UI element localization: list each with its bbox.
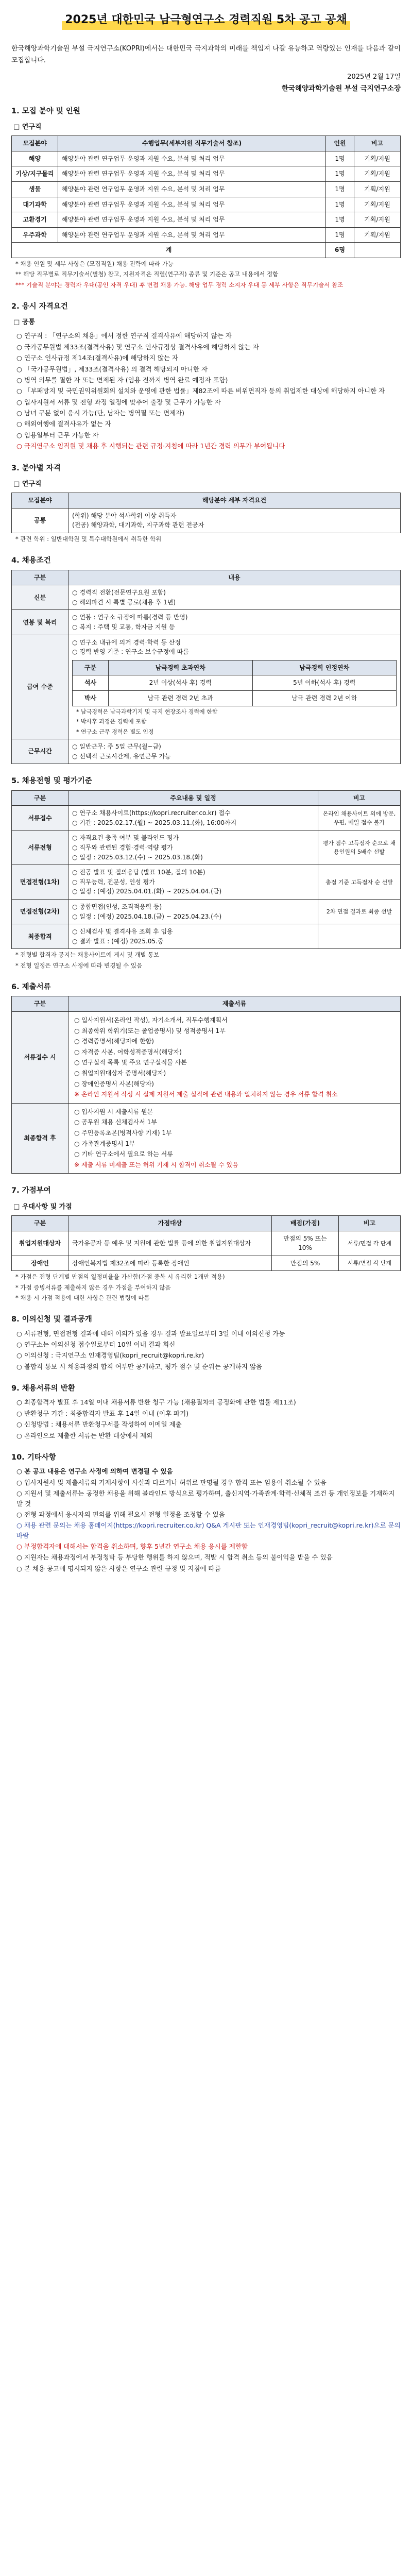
stage-label: 면접전형(1차) bbox=[12, 865, 68, 900]
position-count: 1명 bbox=[326, 227, 354, 243]
list-item: ○ 주민등록초본(병적사항 기재) 1부 bbox=[74, 1129, 172, 1137]
documents-label: 서류접수 시 bbox=[12, 1011, 68, 1103]
qualification-list bbox=[14, 331, 401, 451]
condition-label: 연봉 및 복리 bbox=[12, 610, 68, 635]
pay-cell: 2년 이상(석사 후) 경력 bbox=[109, 675, 253, 691]
documents-list bbox=[72, 1015, 397, 1099]
list-item: ○ 지원자는 채용과정에서 부정청탁 등 부당한 행위를 하지 않으며, 적발 시 합격 취소 등의 불이익을 받을 수 있음 bbox=[16, 1553, 333, 1562]
stage-remark: 평가 점수 고득점자 순으로 채용인원의 5배수 선발 bbox=[318, 831, 401, 865]
list-item: ○ 본 채용 공고에 명시되지 않은 사항은 연구소 관련 규정 및 지침에 따름 bbox=[16, 1564, 221, 1572]
header-count: 인원 bbox=[326, 136, 354, 151]
section-6-title: 6. 제출서류 bbox=[11, 982, 51, 991]
condition-value-cell bbox=[68, 635, 401, 739]
header-documents: 제출서류 bbox=[68, 996, 401, 1012]
table-row bbox=[12, 1256, 401, 1271]
table-row bbox=[12, 182, 401, 197]
stage-content: ○ 자격요건 충족 여부 및 블라인드 평가 ○ 직무와 관련된 경험·경력·역량 평가 ○ 일정 : 2025.03.12.(수) ~ 2025.03.18.(화) bbox=[68, 831, 318, 865]
condition-value: ○ 연구소 내규에 의거 경력·학력 등 산정 ○ 경력 반영 기준 : 연구소 보수규정에 따름 bbox=[72, 638, 189, 656]
table-row bbox=[12, 1231, 401, 1256]
list-item: ○ 최종학위 학위기(또는 졸업증명서) 및 성적증명서 1부 bbox=[74, 1027, 226, 1035]
intro-paragraph: 한국해양과학기술원 부설 극지연구소(KOPRI)에서는 대한민국 극지과학의 미래를 책임져 나갈 유능하고 역량있는 인재를 다음과 같이 모집합니다. bbox=[11, 45, 401, 64]
section-5-note: * 전형 일정은 연구소 사정에 따라 변경될 수 있음 bbox=[15, 961, 143, 969]
total-row bbox=[12, 243, 401, 258]
list-item: ○ 서류전형, 면접전형 결과에 대해 이의가 있을 경우 결과 발표일로부터 3일 이내 이의신청 가능 bbox=[16, 1329, 285, 1337]
list-item: ○ 해외여행에 결격사유가 없는 자 bbox=[16, 420, 111, 428]
bonus-cell: 만점의 5% bbox=[272, 1256, 339, 1271]
header-note: 비고 bbox=[354, 136, 401, 151]
table-row bbox=[12, 1103, 401, 1174]
table-row bbox=[12, 924, 401, 949]
table-row bbox=[12, 166, 401, 182]
field-requirements-table bbox=[11, 493, 401, 533]
list-item: ○ 연구소 인사규정 제14조(결격사유)에 해당하지 않는 자 bbox=[16, 354, 178, 362]
section-7-note: * 채용 시 가점 적용에 대한 사항은 관련 법령에 따름 bbox=[15, 1294, 150, 1301]
list-item: ○ 기타 연구소에서 필요로 하는 서류 bbox=[74, 1150, 173, 1158]
stage-label: 서류전형 bbox=[12, 831, 68, 865]
list-item: ○ 국가공무원법 제33조(결격사유) 및 연구소 인사규정상 결격사유에 해당하지 않는 자 bbox=[16, 343, 259, 351]
position-count: 1명 bbox=[326, 151, 354, 166]
table-row bbox=[12, 212, 401, 228]
documents-table bbox=[11, 996, 401, 1174]
documents-list bbox=[72, 1107, 397, 1170]
condition-value: ○ 일반근무: 주 5일 근무(월~금) ○ 선택적 근로시간제, 유연근무 가능 bbox=[68, 739, 401, 764]
stage-label: 면접전형(2차) bbox=[12, 900, 68, 924]
title-box bbox=[11, 10, 401, 30]
position-count: 1명 bbox=[326, 197, 354, 212]
position-duty: 해양분야 관련 연구업무 운영과 지원 수요, 분석 및 처리 업무 bbox=[58, 166, 326, 182]
table-row bbox=[73, 675, 397, 691]
condition-value: ○ 경력직 전환(전문연구요원 포함) ○ 해외파견 시 특별 공로(채용 후 1년) bbox=[68, 585, 401, 610]
header-duty: 수행업무(세부지원 직무기술서 참조) bbox=[58, 136, 326, 151]
position-field: 고환경기 bbox=[12, 212, 58, 228]
section-1-note: * 채용 인원 및 세부 사항은 (모집직원) 채용 전략에 따라 가능 bbox=[15, 260, 174, 268]
list-item: ○ 자격증 사본, 어학성적증명서(해당자) bbox=[74, 1048, 182, 1056]
pay-cell: 남극 관련 경력 2년 초과 bbox=[109, 690, 253, 706]
table-row bbox=[12, 635, 401, 739]
section-4-title: 4. 채용조건 bbox=[11, 556, 51, 565]
position-count: 1명 bbox=[326, 212, 354, 228]
appeal-list bbox=[14, 1329, 401, 1372]
stage-remark: 온라인 채용사이트 외에 방문, 우편, 메일 접수 불가 bbox=[318, 806, 401, 831]
section-3-title: 3. 분야별 자격 bbox=[11, 464, 61, 472]
table-row bbox=[12, 508, 401, 533]
table-row bbox=[12, 739, 401, 764]
documents-cell bbox=[68, 1103, 401, 1174]
documents-cell bbox=[68, 1011, 401, 1103]
position-count: 1명 bbox=[326, 182, 354, 197]
list-item: ○ 취업지원대상자 증명서(해당자) bbox=[74, 1069, 166, 1077]
bonus-cell: 장애인 bbox=[12, 1256, 68, 1271]
documents-label: 최종합격 후 bbox=[12, 1103, 68, 1174]
stage-remark bbox=[318, 924, 401, 949]
position-note: 기획/지원 bbox=[354, 212, 401, 228]
pay-header: 구분 bbox=[73, 660, 109, 675]
selection-process-table bbox=[11, 790, 401, 950]
section-1-subtitle: □ 연구직 bbox=[13, 123, 42, 131]
condition-label: 급여 수준 bbox=[12, 635, 68, 739]
pay-note: * 박사후 과정은 경력에 포함 bbox=[76, 718, 147, 725]
pay-cell: 박사 bbox=[73, 690, 109, 706]
position-duty: 해양분야 관련 연구업무 운영과 지원 수요, 분석 및 처리 업무 bbox=[58, 151, 326, 166]
header-field: 모집분야 bbox=[12, 493, 68, 509]
position-note: 기획/지원 bbox=[354, 197, 401, 212]
list-item-emphasis: ○ 극지연구소 임직원 및 채용 후 시행되는 관련 규정·지침에 따라 1년간 경력 의무가 부여됩니다 bbox=[16, 442, 285, 450]
bonus-points-table bbox=[11, 1215, 401, 1271]
condition-value: ○ 연봉 : 연구소 규정에 따름(경력 등 반영) ○ 복지 : 주택 및 교통, 학자금 지원 등 bbox=[68, 610, 401, 635]
position-duty: 해양분야 관련 연구업무 운영과 지원 수요, 분석 및 처리 업무 bbox=[58, 227, 326, 243]
table-row bbox=[12, 900, 401, 924]
pay-note: * 연구소 근무 경력은 별도 인정 bbox=[76, 728, 154, 735]
pay-table bbox=[72, 660, 397, 706]
list-item: ○ 입사지원서(온라인 작성), 자기소개서, 직무수행계획서 bbox=[74, 1016, 228, 1024]
section-2-title: 2. 응시 자격요건 bbox=[11, 302, 68, 311]
stage-content: ○ 연구소 채용사이트(https://kopri.recruiter.co.kr) 접수 ○ 기간 : 2025.02.17.(월) ~ 2025.03.11.(화), 16:00까지 bbox=[68, 806, 318, 831]
list-item: ○ 「부패방지 및 국민권익위원회의 설치와 운영에 관한 법률」제82조에 따른 비위면직자 등의 취업제한 대상에 해당하지 아니한 자 bbox=[16, 387, 385, 395]
list-item: ○ 임용일부터 근무 가능한 자 bbox=[16, 431, 99, 439]
position-note: 기획/지원 bbox=[354, 166, 401, 182]
list-item: ○ 전형 과정에서 응시자의 편의를 위해 필요시 전형 일정을 조정할 수 있음 bbox=[16, 1510, 225, 1518]
list-item: ○ 최종합격자 발표 후 14일 이내 채용서류 반환 청구 가능 (채용절차의 공정화에 관한 법률 제11조) bbox=[16, 1398, 296, 1406]
stage-content: ○ 종합면접(인성, 조직적응력 등) ○ 일정 : (예정) 2025.04.18.(금) ~ 2025.04.23.(수) bbox=[68, 900, 318, 924]
list-item: ○ 남녀 구분 없이 응시 가능(단, 남자는 병역필 또는 면제자) bbox=[16, 409, 185, 417]
section-7-note: * 가점은 전형 단계별 만점의 일정비율을 가산함(가점 중복 시 유리한 1개만 적용) bbox=[15, 1273, 225, 1281]
list-item: ○ 입사지원서 및 제출서류의 기재사항이 사실과 다르거나 허위로 판명될 경우 합격 또는 임용이 취소될 수 있음 bbox=[16, 1478, 327, 1486]
list-item: ○ 입사지원 시 제출서류 원본 bbox=[74, 1108, 153, 1115]
misc-list bbox=[14, 1466, 401, 1573]
section-3-subtitle: □ 연구직 bbox=[13, 480, 42, 488]
list-item: ○ 본 공고 내용은 연구소 사정에 의하여 변경될 수 있음 bbox=[16, 1467, 173, 1476]
list-item: ○ 반환청구 기간 : 최종합격자 발표 후 14일 이내 (이후 파기) bbox=[16, 1409, 189, 1417]
section-7-note: * 가점 증빙서류를 제출하지 않은 경우 가점을 부여하지 않음 bbox=[15, 1283, 171, 1291]
table-row bbox=[12, 1011, 401, 1103]
position-field: 기상/지구물리 bbox=[12, 166, 58, 182]
document-return-list bbox=[14, 1397, 401, 1440]
header-requirement: 해당분야 세부 자격요건 bbox=[68, 493, 401, 509]
pay-cell: 5년 이하(석사 후) 경력 bbox=[252, 675, 397, 691]
pay-cell: 석사 bbox=[73, 675, 109, 691]
section-7-subtitle: □ 우대사항 및 가점 bbox=[13, 1202, 72, 1211]
section-2-subtitle: □ 공통 bbox=[13, 318, 35, 327]
position-duty: 해양분야 관련 연구업무 운영과 지원 수요, 분석 및 처리 업무 bbox=[58, 182, 326, 197]
position-count: 1명 bbox=[326, 166, 354, 182]
header-remark: 비고 bbox=[318, 790, 401, 806]
list-item: ○ 연구실적 목록 및 주요 연구실적물 사본 bbox=[74, 1059, 187, 1066]
table-row bbox=[73, 690, 397, 706]
position-field: 해양 bbox=[12, 151, 58, 166]
conditions-table bbox=[11, 570, 401, 765]
header-category: 구분 bbox=[12, 996, 68, 1012]
list-item: ○ 불합격 통보 시 채용과정의 합격 여부만 공개하고, 평가 점수 및 순위는 공개하지 않음 bbox=[16, 1362, 263, 1370]
list-item: ○ 병역 의무를 필한 자 또는 면제된 자 (임용 전까지 병역 완료 예정자 포함) bbox=[16, 376, 228, 384]
pay-header: 남극경력 인정연차 bbox=[252, 660, 397, 675]
list-item: ○ 경력증명서(해당자에 한함) bbox=[74, 1038, 154, 1045]
stage-content: ○ 신체검사 및 결격사유 조회 후 임용 ○ 결과 발표 : (예정) 2025.05.중 bbox=[68, 924, 318, 949]
section-1-note: *** 기술직 분야는 경력자 우대(공인 자격 우대) 후 면접 채용 가능. 해당 업무 경력 소지자 우대 등 세부 사항은 직무기술서 참조 bbox=[15, 281, 344, 289]
bonus-cell: 서류/면접 각 단계 bbox=[339, 1231, 401, 1256]
bonus-cell: 장애인복지법 제32조에 따라 등록한 장애인 bbox=[68, 1256, 272, 1271]
section-10-title: 10. 기타사항 bbox=[11, 1453, 56, 1462]
section-9-title: 9. 채용서류의 반환 bbox=[11, 1384, 75, 1393]
requirement-detail: (학위) 해당 분야 석사학위 이상 취득자 (전공) 해양과학, 대기과학, 지구과학 관련 전공자 bbox=[68, 508, 401, 533]
list-item: ○ 공무원 채용 신체검사서 1부 bbox=[74, 1118, 157, 1126]
header-stage: 구분 bbox=[12, 790, 68, 806]
bonus-cell: 취업지원대상자 bbox=[12, 1231, 68, 1256]
bonus-cell: 서류/면접 각 단계 bbox=[339, 1256, 401, 1271]
table-row bbox=[12, 585, 401, 610]
documents-warning: ※ 제출 서류 미제출 또는 허위 기재 시 합격이 취소될 수 있음 bbox=[74, 1161, 238, 1168]
list-item: ○ 장애인증명서 사본(해당자) bbox=[74, 1080, 154, 1088]
list-item: ○ 신청방법 : 채용서류 반환청구서를 작성하여 이메일 제출 bbox=[16, 1420, 182, 1429]
notice-date: 2025년 2월 17일 bbox=[347, 73, 401, 81]
header-content: 주요내용 및 일정 bbox=[68, 790, 318, 806]
documents-warning: ※ 온라인 지원서 작성 시 실제 지원서 제출 실적에 관련 내용과 일치하지 않는 경우 서류 합격 취소 bbox=[74, 1091, 338, 1098]
stage-label: 서류접수 bbox=[12, 806, 68, 831]
list-item: ○ 채용 관련 문의는 채용 홈페이지(https://kopri.recruiter.co.kr) Q&A 게시판 또는 인재경영팀(kopri_recruit@kopri.re.kr)으로 문의 바람 bbox=[16, 1521, 401, 1539]
position-note: 기획/지원 bbox=[354, 227, 401, 243]
position-note: 기획/지원 bbox=[354, 151, 401, 166]
total-label: 계 bbox=[12, 243, 326, 258]
header-category: 구분 bbox=[12, 1215, 68, 1231]
header-target: 가점대상 bbox=[68, 1215, 272, 1231]
table-row bbox=[12, 151, 401, 166]
page-title: 2025년 대한민국 남극형연구소 경력직원 5차 공고 공채 bbox=[62, 10, 350, 30]
list-item: ○ 가족관계증명서 1부 bbox=[74, 1140, 135, 1147]
list-item: ○ 이의신청 : 극지연구소 인재경영팀(kopri_recruit@kopri.re.kr) bbox=[16, 1351, 204, 1360]
section-1-title: 1. 모집 분야 및 인원 bbox=[11, 107, 80, 115]
position-duty: 해양분야 관련 연구업무 운영과 지원 수요, 분석 및 처리 업무 bbox=[58, 212, 326, 228]
header-content: 내용 bbox=[68, 570, 401, 585]
position-field: 대기과학 bbox=[12, 197, 58, 212]
section-1-note: ** 해당 직무별로 직무기술서(별첨) 참고, 지원자격은 직렬(연구직) 종류 및 기준은 공고 내용에서 정함 bbox=[15, 270, 279, 278]
list-item: ○ 지원서 및 제출서류는 공정한 채용을 위해 블라인드 방식으로 평가하며, 출신지역·가족관계·학력·신체적 조건 등 개인정보를 기재하지 말 것 bbox=[16, 1489, 395, 1507]
issuing-organization: 한국해양과학기술원 부설 극지연구소장 bbox=[281, 84, 401, 93]
pay-note: * 남극경력은 남극과학기지 및 극지 현장조사 경력에 한함 bbox=[76, 708, 218, 715]
position-field: 우주과학 bbox=[12, 227, 58, 243]
bonus-cell: 만점의 5% 또는 10% bbox=[272, 1231, 339, 1256]
header-category: 구분 bbox=[12, 570, 68, 585]
table-row bbox=[12, 227, 401, 243]
table-row bbox=[12, 806, 401, 831]
total-count: 6명 bbox=[326, 243, 354, 258]
pay-cell: 남극 관련 경력 2년 이하 bbox=[252, 690, 397, 706]
bonus-cell: 국가유공자 등 예우 및 지원에 관한 법률 등에 의한 취업지원대상자 bbox=[68, 1231, 272, 1256]
table-row bbox=[12, 197, 401, 212]
section-7-title: 7. 가점부여 bbox=[11, 1187, 51, 1195]
pay-header: 남극경력 초과연차 bbox=[109, 660, 253, 675]
condition-label: 근무시간 bbox=[12, 739, 68, 764]
table-row bbox=[12, 865, 401, 900]
list-item: ○ 연구직 : 「연구소의 채용」에서 정한 연구직 결격사유에 해당하지 않는 자 bbox=[16, 332, 232, 340]
position-note: 기획/지원 bbox=[354, 182, 401, 197]
list-item: ○ 온라인으로 제출한 서류는 반환 대상에서 제외 bbox=[16, 1431, 153, 1439]
list-item: ○ 「국가공무원법」, 제33조(결격사유) 의 결격 해당되지 아니한 자 bbox=[16, 365, 208, 373]
requirement-field: 공통 bbox=[12, 508, 68, 533]
table-row bbox=[12, 610, 401, 635]
list-item: ○ 부정합격자에 대해서는 합격을 취소하며, 향후 5년간 연구소 채용 응시를 제한함 bbox=[16, 1543, 248, 1551]
list-item: ○ 연구소는 이의신청 접수일로부터 10일 이내 결과 회신 bbox=[16, 1340, 176, 1348]
positions-table bbox=[11, 135, 401, 258]
condition-label: 신분 bbox=[12, 585, 68, 610]
section-8-title: 8. 이의신청 및 결과공개 bbox=[11, 1315, 92, 1324]
stage-remark: 총점 기준 고득점자 순 선발 bbox=[318, 865, 401, 900]
position-field: 생물 bbox=[12, 182, 58, 197]
section-3-note: * 관련 학위 : 일반대학원 및 특수대학원에서 취득한 학위 bbox=[15, 535, 162, 543]
list-item: ○ 입사지원서 서류 및 전형 과정 일정에 맞추어 출장 및 근무가 가능한 자 bbox=[16, 398, 221, 406]
header-points: 배점(가점) bbox=[272, 1215, 339, 1231]
stage-content: ○ 전공 발표 및 질의응답 (발표 10분, 질의 10분) ○ 직무능력, 전문성, 인성 평가 ○ 일정 : (예정) 2025.04.01.(화) ~ 2025.04.04.(금) bbox=[68, 865, 318, 900]
header-remark: 비고 bbox=[339, 1215, 401, 1231]
header-field: 모집분야 bbox=[12, 136, 58, 151]
position-duty: 해양분야 관련 연구업무 운영과 지원 수요, 분석 및 처리 업무 bbox=[58, 197, 326, 212]
table-row bbox=[12, 831, 401, 865]
section-5-note: * 전형별 합격자 공지는 채용사이트에 게시 및 개별 통보 bbox=[15, 951, 160, 959]
stage-label: 최종합격 bbox=[12, 924, 68, 949]
stage-remark: 2차 면접 결과로 최종 선발 bbox=[318, 900, 401, 924]
section-5-title: 5. 채용전형 및 평가기준 bbox=[11, 777, 92, 786]
